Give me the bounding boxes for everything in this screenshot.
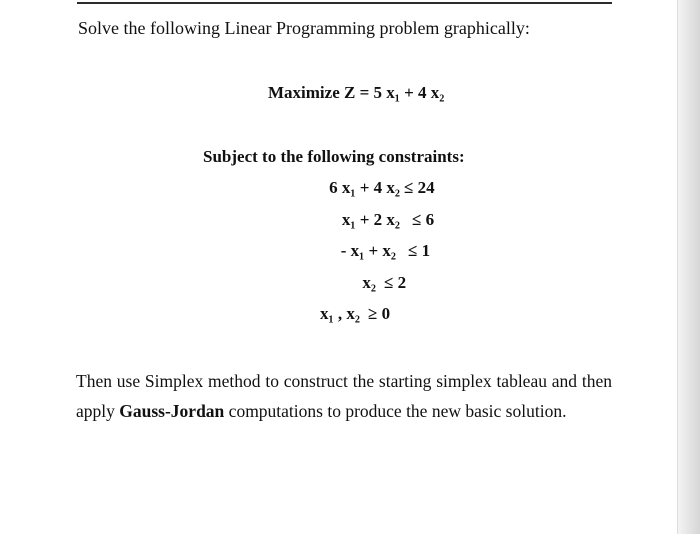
constraint-row	[200, 178, 640, 200]
objective-function: Maximize Z = 5 x₁ + 4 x₂	[268, 83, 445, 102]
constraint-row	[200, 304, 640, 326]
constraints-header: Subject to the following constraints:	[203, 147, 465, 166]
constraint-rhs: ≤ 2	[384, 273, 407, 292]
gauss-jordan-term: Gauss-Jordan	[119, 401, 225, 421]
closing-text-start: Then use Simplex method to construct the starting simplex tableau and then apply	[76, 371, 612, 421]
constraint-lhs: 6 x₁ + 4 x₂	[329, 178, 400, 197]
constraint-lhs: x₂	[362, 273, 376, 292]
constraint-row	[200, 210, 640, 232]
constraint-row	[200, 273, 640, 295]
closing-instruction	[76, 366, 612, 426]
top-rule	[77, 2, 612, 4]
page-edge-shadow	[677, 0, 700, 534]
closing-text-end: computations to produce the new basic solution.	[224, 401, 567, 421]
constraint-rhs: ≤ 24	[404, 178, 435, 197]
constraint-lhs: x₁ , x₂	[320, 304, 360, 323]
constraint-rhs: ≤ 1	[408, 241, 431, 260]
constraint-lhs: - x₁ + x₂	[340, 241, 396, 260]
constraint-row	[200, 241, 640, 263]
constraint-lhs: x₁ + 2 x₂	[341, 210, 400, 229]
constraint-rhs: ≥ 0	[368, 304, 391, 323]
problem-intro: Solve the following Linear Programming problem graphically:	[78, 18, 530, 38]
constraint-rhs: ≤ 6	[412, 210, 435, 229]
